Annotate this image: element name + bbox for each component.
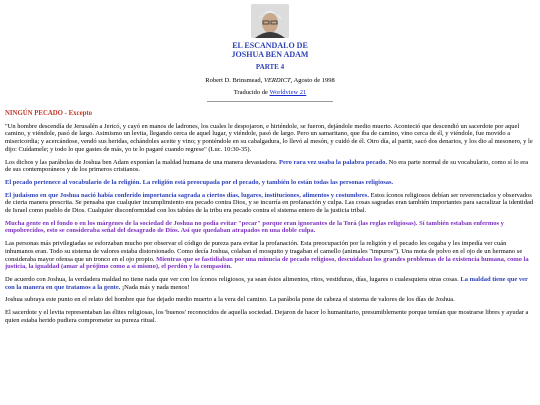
- article-header: [0, 4, 540, 102]
- paragraph-2: [5, 159, 535, 174]
- paragraph-7: [5, 276, 535, 291]
- article-body: [0, 110, 540, 324]
- title-line-1: EL ESCANDALO DE: [232, 41, 308, 50]
- p7-highlight: La maldad tiene que ver con la manera en que tratamos a la gente.: [5, 275, 528, 291]
- p2-text: Los dichos y las parábolas de Joshua ben Adam exponían la maldad humana de una manera devastadora.: [5, 158, 279, 166]
- paragraph-9: El sacerdote y el levita representaban las élites religiosas, los 'buenos' reconocidos de aquella sociedad. Dejaron de hacer lo humanitario, presumiblemente porque temían que mostrarse libres y ayudar a quien estaba herido pudiera comprometer su pureza ritual.: [5, 309, 529, 324]
- p2-rest: No era parte normal de su vocabulario, como sí lo era de sus contemporáneos y de los primeros cristianos.: [5, 158, 529, 174]
- paragraph-8: Joshua subraya este punto en el relato del hombre que fue dejado medio muerto a la vera del camino. La parábola pone de cabeza el sistema de valores de los días de Joshua.: [5, 296, 455, 304]
- p6-text: Las personas más privilegiadas se esforzaban mucho por observar el código de pureza para evitar la profanación. Esta preocupación por la religión y el pecado les cegaba y les impedía ver cuán inhumanos eran. Todo su sistema de valores estaba distorsionado. Como decía Joshua, colaban el mosquito y tragaban el camello (animales "impuros"). Una mota de polvo en el ojo de un hermano se consideraba mayor ofensa que un tronco en el ojo propio.: [5, 240, 523, 263]
- worldview-link[interactable]: Worldview 21: [269, 89, 307, 96]
- byline-date: , Agosto de 1998: [290, 77, 335, 84]
- translation-credit: [0, 89, 540, 96]
- author-portrait: [251, 4, 289, 38]
- paragraph-1: "Un hombre descendía de Jerusalén a Jericó, y cayó en manos de ladrones, los cuales le despojaron, e hiriéndole, se fueron, dejándole medio muerto. Aconteció que descendió un sacerdote por aquel camino, y viéndole, pasó de largo. Asimismo un levita, llegando cerca de aquel lugar, y viéndole, pasó de largo. Pero un samaritano, que iba de camino, vino cerca de él, y viéndole, fue movido a misericordia; y acercándose, vendó sus heridas, echándoles aceite y vino; y poniéndole en su cabalgadura, lo llevó al mesón, y cuidó de él. Otro día, al partir, sacó dos denarios, y los dio al mesonero, y le dijo: Cuídamele; y todo lo que gastes de más, yo te lo pagaré cuando regrese" (Luc. 10:30-35).: [5, 122, 533, 153]
- portrait-icon: [251, 4, 289, 38]
- translated-label: Traducido de: [233, 89, 270, 96]
- section-heading: NINGÚN PECADO - Excepto: [5, 110, 93, 117]
- part-label: PARTE 4: [255, 63, 285, 71]
- divider: [207, 101, 333, 102]
- paragraph-4: [5, 192, 535, 215]
- p4-rest: Estos íconos religiosos debían ser reverenciados y observados de cierta manera prescrita. Se pensaba que cualquier incumplimiento era pecado contra Dios, y se incurría en profanación y culpa. Las cosas sagradas eran también importantes para sacralizar la identidad de Israel como pueblo de Dios. Cualquier disconformidad con los tabúes de la tribu era pecado contra el sistema entero de la justicia tribal.: [5, 191, 534, 215]
- p7-text: De acuerdo con Joshua, la verdadera maldad no tiene nada que ver con los íconos religiosos, ya sean éstos alimentos, ritos, vestiduras, días, lugares o cualesquiera otras cosas.: [5, 275, 461, 283]
- title-line-2: JOSHUA BEN ADAM: [231, 50, 309, 59]
- p6-highlight: Mientras que se fastidiaban por una minucia de pecado religioso, descuidaban los grandes problemas de la existencia humana, como la justicia, la igualdad (amar al prójimo como a sí mismo), el perdón y la compasión.: [5, 255, 529, 271]
- article-title: [0, 41, 540, 59]
- byline-author: Robert D. Brinsmead,: [205, 77, 264, 84]
- p2-highlight: Pero rara vez usaba la palabra pecado.: [279, 158, 388, 166]
- paragraph-3: El pecado pertenece al vocabulario de la religión. La religión está preocupada por el pecado, y también lo están todas las personas religiosas.: [5, 178, 394, 186]
- byline-publication: VERDICT: [263, 77, 291, 84]
- paragraph-5: Mucha gente en el fondo o en los márgenes de la sociedad de Joshua no podía evitar "pecar" porque eran ignorantes de la Torá (las reglas religiosas). Sí también estaban enfermos y empobrecidos, esto se consideraba señal del desagrado de Dios. Así que quedaban atrapados en una doble culpa.: [5, 219, 504, 235]
- p7-rest: ¡Nada más y nada menos!: [120, 283, 190, 291]
- byline: [0, 77, 540, 84]
- p4-highlight: El judaísmo en que Joshua nació había conferido importancia sagrada a ciertos días, lugares, instituciones, alimentos y costumbres.: [5, 191, 369, 199]
- paragraph-6: [5, 240, 535, 271]
